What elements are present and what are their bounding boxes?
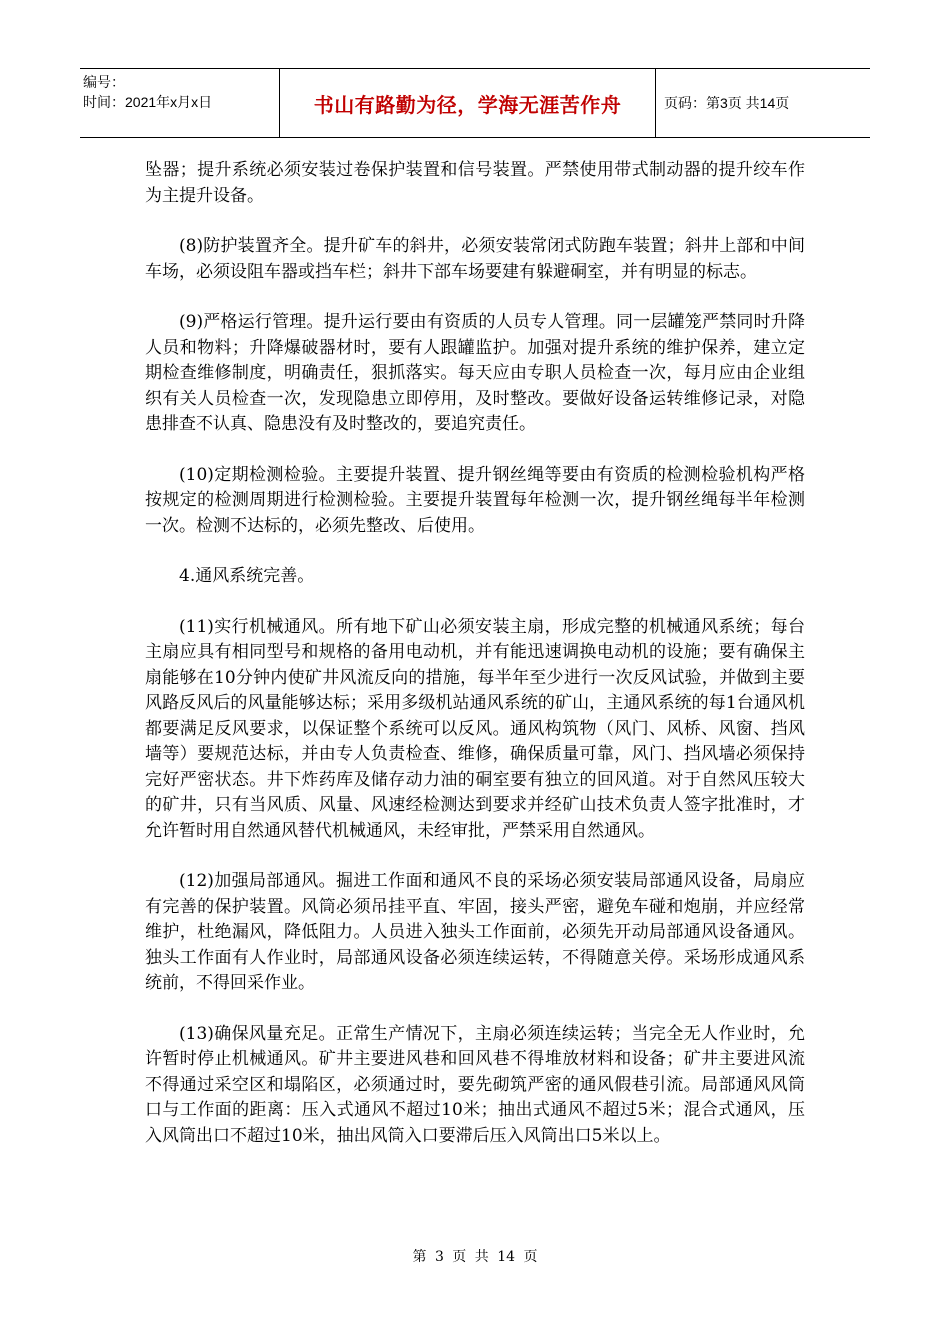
header-motto-cell bbox=[280, 69, 656, 137]
doc-date-label: 时间：2021年x月x日 bbox=[83, 94, 213, 110]
paragraph-item-10: (10)定期检测检验。主要提升装置、提升钢丝绳等要由有资质的检测检验机构严格按规定的检测周期进行检测检验。主要提升装置每年检测一次，提升钢丝绳每半年检测一次。检测不达标的，必须先整改、后使用。 bbox=[145, 464, 805, 536]
paragraph-item-9: (9)严格运行管理。提升运行要由有资质的人员专人管理。同一层罐笼严禁同时升降人员和物料；升降爆破器材时，要有人跟罐监护。加强对提升系统的维护保养，建立定期检查维修制度，明确责任，狠抓落实。每天应由专职人员检查一次，每月应由企业组织有关人员检查一次，发现隐患立即停用，及时整改。要做好设备运转维修记录，对隐患排查不认真、隐患没有及时整改的，要追究责任。 bbox=[145, 312, 805, 434]
header-motto: 书山有路勤为径，学海无涯苦作舟 bbox=[313, 92, 622, 117]
document-body bbox=[145, 158, 805, 1174]
section-heading-ventilation: 4.通风系统完善。 bbox=[179, 566, 315, 586]
paragraph-item-12: (12)加强局部通风。掘进工作面和通风不良的采场必须安装局部通风设备，局扇应有完善的保护装置。风筒必须吊挂平直、牢固，接头严密，避免车碰和炮崩，并应经常维护，杜绝漏风，降低阻力。人员进入独头工作面前，必须先开动局部通风设备通风。独头工作面有人作业时，局部通风设备必须连续运转，不得随意关停。采场形成通风系统前，不得回采作业。 bbox=[145, 871, 805, 993]
header-page-info: 页码：第3页 共14页 bbox=[664, 95, 790, 111]
header-page-info-cell bbox=[656, 69, 870, 137]
header-meta bbox=[80, 69, 280, 137]
paragraph-item-8: (8)防护装置齐全。提升矿车的斜井，必须安装常闭式防跑车装置；斜井上部和中间车场，必须设阻车器或挡车栏；斜井下部车场要建有躲避硐室，并有明显的标志。 bbox=[145, 236, 805, 282]
paragraph-item-13: (13)确保风量充足。正常生产情况下，主扇必须连续运转；当完全无人作业时，允许暂时停止机械通风。矿井主要进风巷和回风巷不得堆放材料和设备；矿井主要进风流不得通过采空区和塌陷区，必须通过时，要先砌筑严密的通风假巷引流。局部通风风筒口与工作面的距离：压入式通风不超过10米；抽出式通风不超过5米；混合式通风，压入风筒出口不超过10米，抽出风筒入口要滞后压入风筒出口5米以上。 bbox=[145, 1023, 805, 1146]
paragraph-item-11: (11)实行机械通风。所有地下矿山必须安装主扇，形成完整的机械通风系统；每台主扇应具有相同型号和规格的备用电动机，并有能迅速调换电动机的设施；要有确保主扇能够在10分钟内使矿井风流反向的措施，每半年至少进行一次反风试验，并做到主要风路反风后的风量能够达标；采用多级机站通风系统的矿山，主通风系统的每1台通风机都要满足反风要求，以保证整个系统可以反风。通风构筑物（风门、风桥、风窗、挡风墙等）要规范达标，并由专人负责检查、维修，确保质量可靠，风门、挡风墙必须保持完好严密状态。井下炸药库及储存动力油的硐室要有独立的回风道。对于自然风压较大的矿井，只有当风质、风量、风速经检测达到要求并经矿山技术负责人签字批准时，才允许暂时用自然通风替代机械通风，未经审批，严禁采用自然通风。 bbox=[145, 616, 805, 841]
page-footer: 第 3 页 共 14 页 bbox=[412, 1249, 538, 1265]
paragraph-continuation: 坠器；提升系统必须安装过卷保护装置和信号装置。严禁使用带式制动器的提升绞车作为主提升设备。 bbox=[145, 160, 805, 206]
doc-number-label: 编号： bbox=[83, 74, 125, 90]
page-header bbox=[80, 68, 870, 138]
